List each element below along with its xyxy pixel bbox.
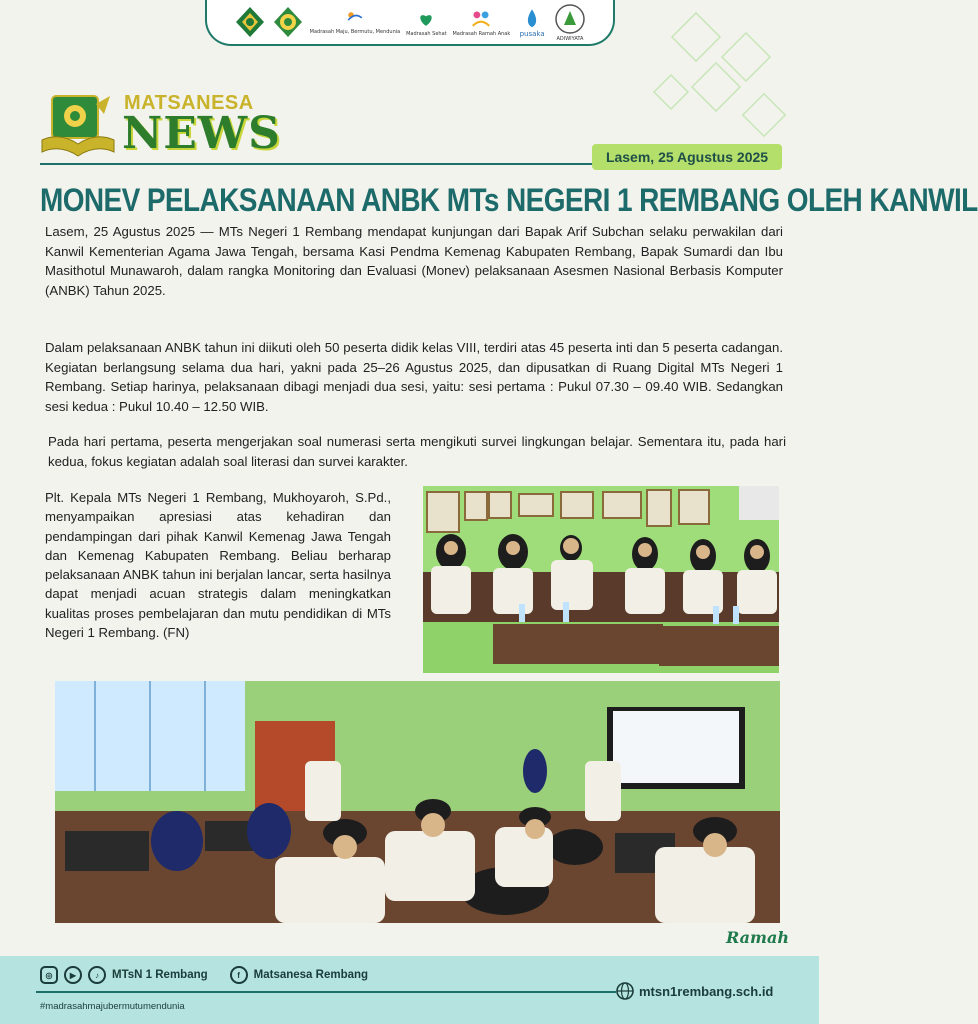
- headline: MONEV PELAKSANAAN ANBK MTs NEGERI 1 REMBANG OLEH KANWIL: [40, 182, 978, 218]
- pusaka-logo: [516, 8, 548, 37]
- youtube-icon[interactable]: ▶: [64, 966, 82, 984]
- brand-name-small: MATSANESA: [124, 92, 254, 114]
- article-paragraph: Plt. Kepala MTs Negeri 1 Rembang, Mukhoyaroh, S.Pd., menyampaikan apresiasi atas kehadiran dan pendampingan dari pihak Kanwil Kemenag Jawa Tengah dan Kemenag Kabupaten Rembang. Beliau berharap pelaksanaan ANBK tahun ini berjalan lancar, serta hasilnya dapat menjadi acuan strategis dalam meningkatkan kualitas proses pembelajaran dan mutu pendidikan di MTs Negeri 1 Rembang. (FN): [45, 490, 391, 641]
- matsanesa-news-logo-icon: [40, 94, 116, 160]
- website-link[interactable]: [616, 982, 773, 1000]
- logo-caption: pusaka: [519, 29, 545, 38]
- globe-icon: [616, 982, 634, 1000]
- photo-officials-meeting: [423, 486, 779, 673]
- instagram-icon[interactable]: ◎: [40, 966, 58, 984]
- facebook-icon[interactable]: f: [230, 966, 248, 984]
- logo-caption: Madrasah Maju, Bermutu, Mendunia: [309, 28, 401, 35]
- date-label: Lasem, 25 Agustus 2025: [592, 144, 782, 170]
- divider: [40, 163, 600, 165]
- adiwiyata-logo: [554, 3, 586, 42]
- kemenag-logo: [234, 6, 266, 38]
- logo-caption: Madrasah Ramah Anak: [452, 30, 511, 37]
- social-handle-facebook[interactable]: Matsanesa Rembang: [253, 969, 369, 981]
- madrasah-ramah-signature: Ramah: [726, 928, 789, 947]
- logo-caption: Madrasah Sehat: [406, 30, 447, 37]
- madrasah-maju-logo: [310, 10, 401, 35]
- hashtag: #madrasahmajubermutumendunia: [40, 1001, 185, 1012]
- article-paragraph: Dalam pelaksanaan ANBK tahun ini diikuti oleh 50 peserta didik kelas VIII, terdiri atas 45 peserta inti dan 5 peserta cadangan. Kegiatan berlangsung selama dua hari, yakni pada 25–26 Agustus 2025, dan dipusatkan di Ruang Digital MTs Negeri 1 Rembang. Setiap harinya, pelaksanaan dibagi menjadi dua sesi, yaitu: sesi pertama : Pukul 07.30 – 09.40 WIB. Sedangkan sesi kedua : Pukul 10.40 – 12.50 WIB.: [45, 340, 783, 414]
- tiktok-icon[interactable]: ♪: [88, 966, 106, 984]
- madrasah-sehat-logo: [406, 8, 447, 37]
- footer-divider: [36, 991, 616, 993]
- logo-caption: ADIWIYATA: [556, 35, 584, 42]
- brand-name-big: NEWS: [122, 108, 281, 159]
- social-links: [40, 966, 368, 984]
- article-paragraph: Pada hari pertama, peserta mengerjakan soal numerasi serta mengikuti survei lingkungan belajar. Sementara itu, pada hari kedua, fokus kegiatan adalah soal literasi dan survei karakter.: [48, 434, 786, 469]
- website-url[interactable]: mtsn1rembang.sch.id: [639, 983, 774, 999]
- partner-logo-bar: [205, 0, 615, 46]
- madrasah-ramah-anak-logo: [452, 8, 510, 37]
- social-handle-mtsn[interactable]: MTsN 1 Rembang: [112, 969, 208, 981]
- article-paragraph: Lasem, 25 Agustus 2025 — MTs Negeri 1 Rembang mendapat kunjungan dari Bapak Arif Subchan selaku perwakilan dari Kanwil Kementerian Agama Jawa Tengah, bersama Kasi Pendma Kemenag Kabupaten Rembang, Bapak Sumardi dan Ibu Masithotul Munawaroh, dalam rangka Monitoring dan Evaluasi (Monev) pelaksanaan Asesmen Nasional Berbasis Komputer (ANBK) Tahun 2025.: [45, 224, 783, 298]
- mtsn-rembang-logo: [272, 6, 304, 38]
- photo-computer-lab-exam: [55, 681, 780, 923]
